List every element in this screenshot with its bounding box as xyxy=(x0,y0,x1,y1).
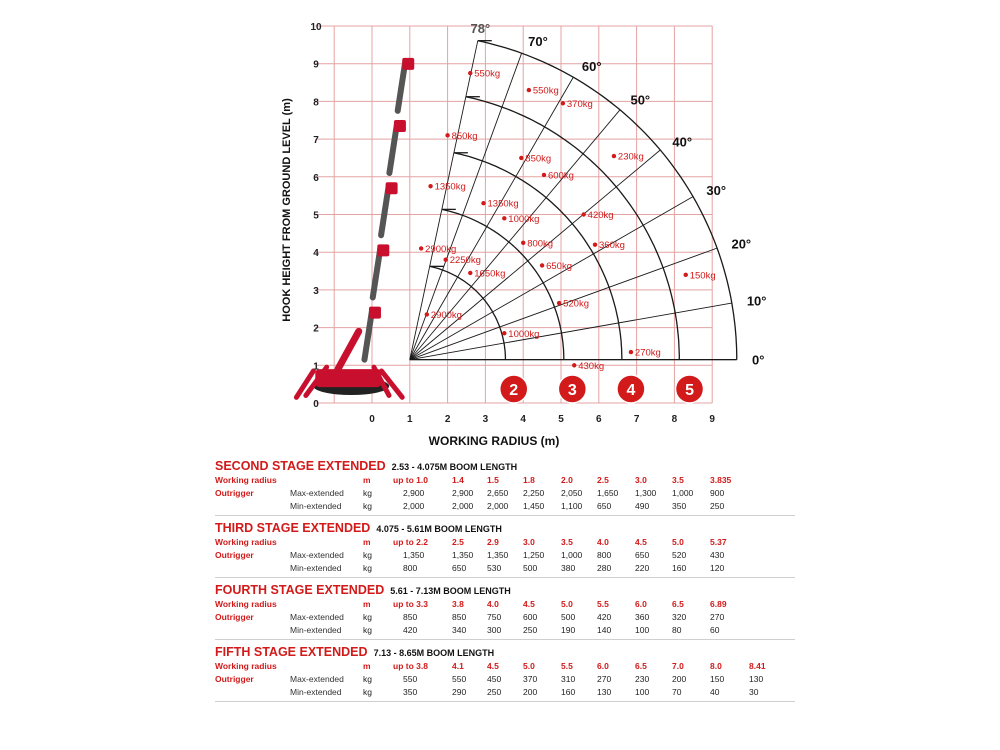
stage-markers xyxy=(500,375,704,403)
load-label: 850kg xyxy=(525,153,552,165)
max-load-cell: 370 xyxy=(523,674,538,684)
x-axis-label: WORKING RADIUS (m) xyxy=(428,434,560,448)
min-load-cell: 500 xyxy=(523,563,538,573)
max-load-cell: 550 xyxy=(452,674,467,684)
min-load-cell: 250 xyxy=(487,687,502,697)
load-dot xyxy=(540,263,544,267)
radius-unit: m xyxy=(363,537,371,547)
load-label: 420kg xyxy=(587,210,614,221)
min-load-cell: 490 xyxy=(635,501,650,511)
x-tick-label: 7 xyxy=(633,414,640,425)
max-load-cell: 550 xyxy=(403,674,418,684)
max-load-cell: 2,050 xyxy=(561,488,583,498)
max-load-cell: 270 xyxy=(597,674,612,684)
y-tick-label: 9 xyxy=(313,59,319,71)
max-load-cell: 1,350 xyxy=(452,550,474,560)
y-tick-label: 8 xyxy=(313,97,319,109)
min-load-cell: 530 xyxy=(487,563,502,573)
stage-header xyxy=(215,582,795,598)
radius-cell: 4.5 xyxy=(487,661,499,671)
working-radius-label: Working radius xyxy=(215,537,277,547)
load-label: 1000kg xyxy=(508,328,540,340)
load-dot xyxy=(581,212,585,216)
min-load-cell: 80 xyxy=(672,625,682,635)
load-label: 800kg xyxy=(527,238,554,250)
load-dot xyxy=(684,273,688,277)
load-label: 2250kg xyxy=(449,255,481,267)
load-unit: kg xyxy=(363,625,372,635)
min-load-cell: 2,000 xyxy=(487,501,509,511)
min-load-cell: 60 xyxy=(710,625,720,635)
max-load-cell: 1,000 xyxy=(561,550,583,560)
y-tick-label: 3 xyxy=(313,285,319,297)
min-load-cell: 300 xyxy=(487,625,502,635)
load-dot xyxy=(468,71,472,75)
max-load-cell: 450 xyxy=(487,674,502,684)
x-tick-label: 9 xyxy=(709,414,715,425)
radius-cell: 5.5 xyxy=(597,599,609,609)
x-tick-label: 8 xyxy=(671,414,678,425)
load-dot xyxy=(572,363,576,367)
max-load-cell: 1,350 xyxy=(403,550,425,560)
min-load-cell: 350 xyxy=(403,687,418,697)
max-load-cell: 420 xyxy=(597,612,612,622)
stage-header xyxy=(215,520,795,536)
radius-cell: 4.1 xyxy=(452,661,464,671)
working-radius-label: Working radius xyxy=(215,661,277,671)
load-dot xyxy=(481,201,485,205)
min-load-cell: 650 xyxy=(597,501,612,511)
radius-cell: up to 3.8 xyxy=(393,661,428,671)
load-dot xyxy=(612,154,616,158)
stage-table xyxy=(215,520,795,578)
radius-unit: m xyxy=(363,661,371,671)
max-load-cell: 850 xyxy=(403,612,418,622)
load-dot xyxy=(593,242,597,246)
max-load-cell: 1,350 xyxy=(487,550,509,560)
radius-cell: 6.5 xyxy=(635,661,647,671)
stage-marker-label: 5 xyxy=(685,382,694,399)
angle-label: 30° xyxy=(706,182,727,198)
load-dot xyxy=(521,241,525,245)
radius-cell: 5.0 xyxy=(523,661,535,671)
radius-cell: up to 3.3 xyxy=(393,599,428,609)
load-dot xyxy=(542,173,546,177)
load-unit: kg xyxy=(363,612,372,622)
stage-marker-label: 2 xyxy=(509,382,519,399)
load-dot xyxy=(419,246,423,250)
min-load-cell: 130 xyxy=(597,687,612,697)
min-load-cell: 140 xyxy=(597,625,612,635)
radius-cell: 7.0 xyxy=(672,661,684,671)
max-load-cell: 320 xyxy=(672,612,687,622)
y-tick-label: 1 xyxy=(313,361,319,373)
max-load-cell: 850 xyxy=(452,612,467,622)
stage-table xyxy=(215,582,795,640)
max-load-cell: 1,250 xyxy=(523,550,545,560)
load-dot xyxy=(502,216,506,220)
x-tick-label: 2 xyxy=(444,414,451,425)
load-unit: kg xyxy=(363,550,372,560)
load-label: 150kg xyxy=(689,270,716,282)
max-load-cell: 1,650 xyxy=(597,488,619,498)
max-load-cell: 230 xyxy=(635,674,650,684)
working-radius-label: Working radius xyxy=(215,599,277,609)
max-extended-label: Max-extended xyxy=(290,488,344,498)
outrigger-label: Outrigger xyxy=(215,550,254,560)
min-load-cell: 800 xyxy=(403,563,418,573)
load-label: 230kg xyxy=(617,151,644,163)
stage-header xyxy=(215,644,795,660)
boom-head xyxy=(386,182,398,194)
x-tick-label: 6 xyxy=(596,414,602,425)
min-load-cell: 420 xyxy=(403,625,418,635)
radius-cell: 3.835 xyxy=(710,475,732,485)
load-labels xyxy=(419,69,716,372)
min-load-cell: 40 xyxy=(710,687,720,697)
radius-cell: 5.5 xyxy=(561,661,573,671)
load-label: 1650kg xyxy=(474,268,506,280)
load-dot xyxy=(425,312,429,316)
crane-mast xyxy=(338,331,359,369)
working-radius-row xyxy=(215,598,795,611)
min-extended-label: Min-extended xyxy=(290,501,342,511)
stage-marker-label: 3 xyxy=(567,382,577,399)
load-label: 550kg xyxy=(474,68,501,80)
radius-cell: 4.0 xyxy=(487,599,499,609)
min-load-cell: 380 xyxy=(561,563,576,573)
y-tick-label: 5 xyxy=(313,210,319,222)
load-dot xyxy=(444,258,448,262)
x-tick-label: 1 xyxy=(407,414,413,425)
radius-cell: 3.5 xyxy=(561,537,573,547)
load-unit: kg xyxy=(363,501,372,511)
min-extended-label: Min-extended xyxy=(290,563,342,573)
min-load-cell: 2,000 xyxy=(452,501,474,511)
stage-header xyxy=(215,458,795,474)
angle-label: 20° xyxy=(731,236,752,252)
max-extended-label: Max-extended xyxy=(290,550,344,560)
stage-title: THIRD STAGE EXTENDED xyxy=(215,521,371,535)
min-load-cell: 290 xyxy=(452,687,467,697)
radius-cell: 2.5 xyxy=(452,537,464,547)
min-load-cell: 70 xyxy=(672,687,682,697)
max-load-cell: 750 xyxy=(487,612,502,622)
radius-cell: 2.0 xyxy=(561,475,573,485)
min-load-cell: 100 xyxy=(635,625,650,635)
max-load-cell: 310 xyxy=(561,674,576,684)
load-dot xyxy=(428,184,432,188)
load-label: 430kg xyxy=(578,360,605,372)
max-load-cell: 360 xyxy=(635,612,650,622)
outrigger-label: Outrigger xyxy=(215,674,254,684)
stage-title: FIFTH STAGE EXTENDED xyxy=(215,645,368,659)
radius-cell: 2.9 xyxy=(487,537,499,547)
angle-label: 40° xyxy=(672,134,693,150)
working-radius-row xyxy=(215,474,795,487)
load-label: 550kg xyxy=(532,85,559,97)
load-label: 360kg xyxy=(599,240,625,252)
max-load-cell: 270 xyxy=(710,612,725,622)
load-dot xyxy=(519,156,523,160)
angle-label: 78° xyxy=(470,20,491,36)
radius-cell: 4.0 xyxy=(597,537,609,547)
max-load-cell: 2,650 xyxy=(487,488,509,498)
max-load-cell: 1,000 xyxy=(672,488,694,498)
min-load-cell: 250 xyxy=(523,625,538,635)
min-load-cell: 30 xyxy=(749,687,759,697)
y-tick-label: 10 xyxy=(310,22,322,33)
radius-cell: 5.0 xyxy=(561,599,573,609)
load-label: 1350kg xyxy=(487,198,519,210)
min-load-cell: 650 xyxy=(452,563,467,573)
angle-label: 60° xyxy=(581,58,602,74)
radius-cell: 3.0 xyxy=(523,537,535,547)
min-load-cell: 2,000 xyxy=(403,501,425,511)
load-dot xyxy=(561,101,565,105)
max-load-cell: 600 xyxy=(523,612,538,622)
load-unit: kg xyxy=(363,687,372,697)
stage-subtitle: 5.61 - 7.13M BOOM LENGTH xyxy=(390,586,511,596)
radius-cell: 3.0 xyxy=(635,475,647,485)
max-load-cell: 800 xyxy=(597,550,612,560)
min-load-cell: 120 xyxy=(710,563,725,573)
load-dot xyxy=(502,331,506,335)
max-load-cell: 2,250 xyxy=(523,488,545,498)
angle-label: 50° xyxy=(630,92,651,108)
y-tick-label: 7 xyxy=(313,135,319,147)
radius-cell: 6.5 xyxy=(672,599,684,609)
y-tick-label: 2 xyxy=(313,323,319,335)
radius-cell: 5.37 xyxy=(710,537,727,547)
radius-cell: 3.8 xyxy=(452,599,464,609)
radius-cell: 5.0 xyxy=(672,537,684,547)
load-dot xyxy=(468,271,472,275)
load-dot xyxy=(629,350,633,354)
max-load-cell: 150 xyxy=(710,674,725,684)
min-extended-label: Min-extended xyxy=(290,687,342,697)
load-chart xyxy=(270,10,767,455)
radius-cell: 6.89 xyxy=(710,599,727,609)
min-load-cell: 250 xyxy=(710,501,725,511)
min-load-cell: 160 xyxy=(561,687,576,697)
min-load-cell: 160 xyxy=(672,563,687,573)
angle-label: 70° xyxy=(528,33,548,49)
load-dot xyxy=(445,133,449,137)
min-extended-row xyxy=(215,686,795,699)
boom-head xyxy=(402,58,414,70)
stage-title: SECOND STAGE EXTENDED xyxy=(215,459,386,473)
radius-cell: up to 1.0 xyxy=(393,475,428,485)
radius-unit: m xyxy=(363,475,371,485)
max-extended-label: Max-extended xyxy=(290,612,344,622)
min-load-cell: 350 xyxy=(672,501,687,511)
load-unit: kg xyxy=(363,674,372,684)
working-radius-row xyxy=(215,660,795,673)
radius-cell: 8.0 xyxy=(710,661,722,671)
boom-head xyxy=(394,120,406,132)
max-load-cell: 520 xyxy=(672,550,687,560)
load-label: 270kg xyxy=(634,347,661,359)
stage-title: FOURTH STAGE EXTENDED xyxy=(215,583,385,597)
outrigger-label: Outrigger xyxy=(215,488,254,498)
load-label: 1350kg xyxy=(434,181,466,193)
max-load-cell: 200 xyxy=(672,674,687,684)
load-label: 1000kg xyxy=(508,213,540,225)
max-extended-row xyxy=(215,487,795,500)
min-load-cell: 1,450 xyxy=(523,501,545,511)
max-extended-label: Max-extended xyxy=(290,674,344,684)
min-extended-label: Min-extended xyxy=(290,625,342,635)
load-tables xyxy=(215,458,795,706)
working-radius-label: Working radius xyxy=(215,475,277,485)
min-load-cell: 340 xyxy=(452,625,467,635)
max-extended-row xyxy=(215,673,795,686)
load-label: 2900kg xyxy=(430,309,462,321)
working-radius-row xyxy=(215,536,795,549)
radius-cell: 6.0 xyxy=(635,599,647,609)
max-load-cell: 430 xyxy=(710,550,725,560)
radius-cell: 4.5 xyxy=(523,599,535,609)
radius-cell: 1.4 xyxy=(452,475,464,485)
load-unit: kg xyxy=(363,563,372,573)
radius-cell: 6.0 xyxy=(597,661,609,671)
radius-unit: m xyxy=(363,599,371,609)
max-load-cell: 2,900 xyxy=(452,488,474,498)
x-tick-label: 3 xyxy=(482,414,489,425)
x-tick-label: 0 xyxy=(369,414,375,425)
stage-table xyxy=(215,458,795,516)
angle-label: 10° xyxy=(746,293,767,309)
min-load-cell: 100 xyxy=(635,687,650,697)
stage-marker-label: 4 xyxy=(626,382,636,399)
max-load-cell: 130 xyxy=(749,674,764,684)
x-tick-label: 4 xyxy=(520,414,526,425)
y-tick-label: 6 xyxy=(313,172,319,184)
load-label: 370kg xyxy=(566,98,593,110)
min-load-cell: 200 xyxy=(523,687,538,697)
radius-cell: 1.8 xyxy=(523,475,535,485)
load-label: 520kg xyxy=(563,298,590,310)
max-load-cell: 650 xyxy=(635,550,650,560)
load-label: 850kg xyxy=(451,130,478,142)
stage-subtitle: 4.075 - 5.61M BOOM LENGTH xyxy=(376,524,502,534)
min-extended-row xyxy=(215,562,795,575)
radius-cell: 2.5 xyxy=(597,475,609,485)
load-dot xyxy=(557,301,561,305)
max-extended-row xyxy=(215,549,795,562)
min-extended-row xyxy=(215,500,795,513)
boom-angle-line xyxy=(410,110,620,360)
min-load-cell: 220 xyxy=(635,563,650,573)
boom-head xyxy=(369,307,381,319)
max-load-cell: 1,300 xyxy=(635,488,657,498)
min-load-cell: 1,100 xyxy=(561,501,583,511)
crane-illustration xyxy=(296,58,414,398)
y-tick-label: 0 xyxy=(313,399,319,410)
radius-cell: 1.5 xyxy=(487,475,499,485)
boom-head xyxy=(377,244,389,256)
angle-label: 0° xyxy=(752,352,765,368)
max-load-cell: 2,900 xyxy=(403,488,425,498)
y-axis-label: HOOK HEIGHT FROM GROUND LEVEL (m) xyxy=(281,98,293,322)
max-extended-row xyxy=(215,611,795,624)
radius-cell: up to 2.2 xyxy=(393,537,428,547)
radius-cell: 4.5 xyxy=(635,537,647,547)
outrigger-label: Outrigger xyxy=(215,612,254,622)
stage-table xyxy=(215,644,795,702)
min-load-cell: 190 xyxy=(561,625,576,635)
radius-cell: 3.5 xyxy=(672,475,684,485)
load-label: 2900kg xyxy=(425,243,457,255)
radius-cell: 8.41 xyxy=(749,661,766,671)
max-load-cell: 500 xyxy=(561,612,576,622)
y-tick-label: 4 xyxy=(313,248,319,260)
min-load-cell: 280 xyxy=(597,563,612,573)
load-unit: kg xyxy=(363,488,372,498)
stage-subtitle: 7.13 - 8.65M BOOM LENGTH xyxy=(373,648,495,658)
max-load-cell: 900 xyxy=(710,488,725,498)
stage-subtitle: 2.53 - 4.075M BOOM LENGTH xyxy=(391,462,518,472)
min-extended-row xyxy=(215,624,795,637)
load-dot xyxy=(527,88,531,92)
load-label: 650kg xyxy=(546,260,572,272)
x-tick-label: 5 xyxy=(558,414,564,425)
load-label: 600kg xyxy=(547,170,574,182)
